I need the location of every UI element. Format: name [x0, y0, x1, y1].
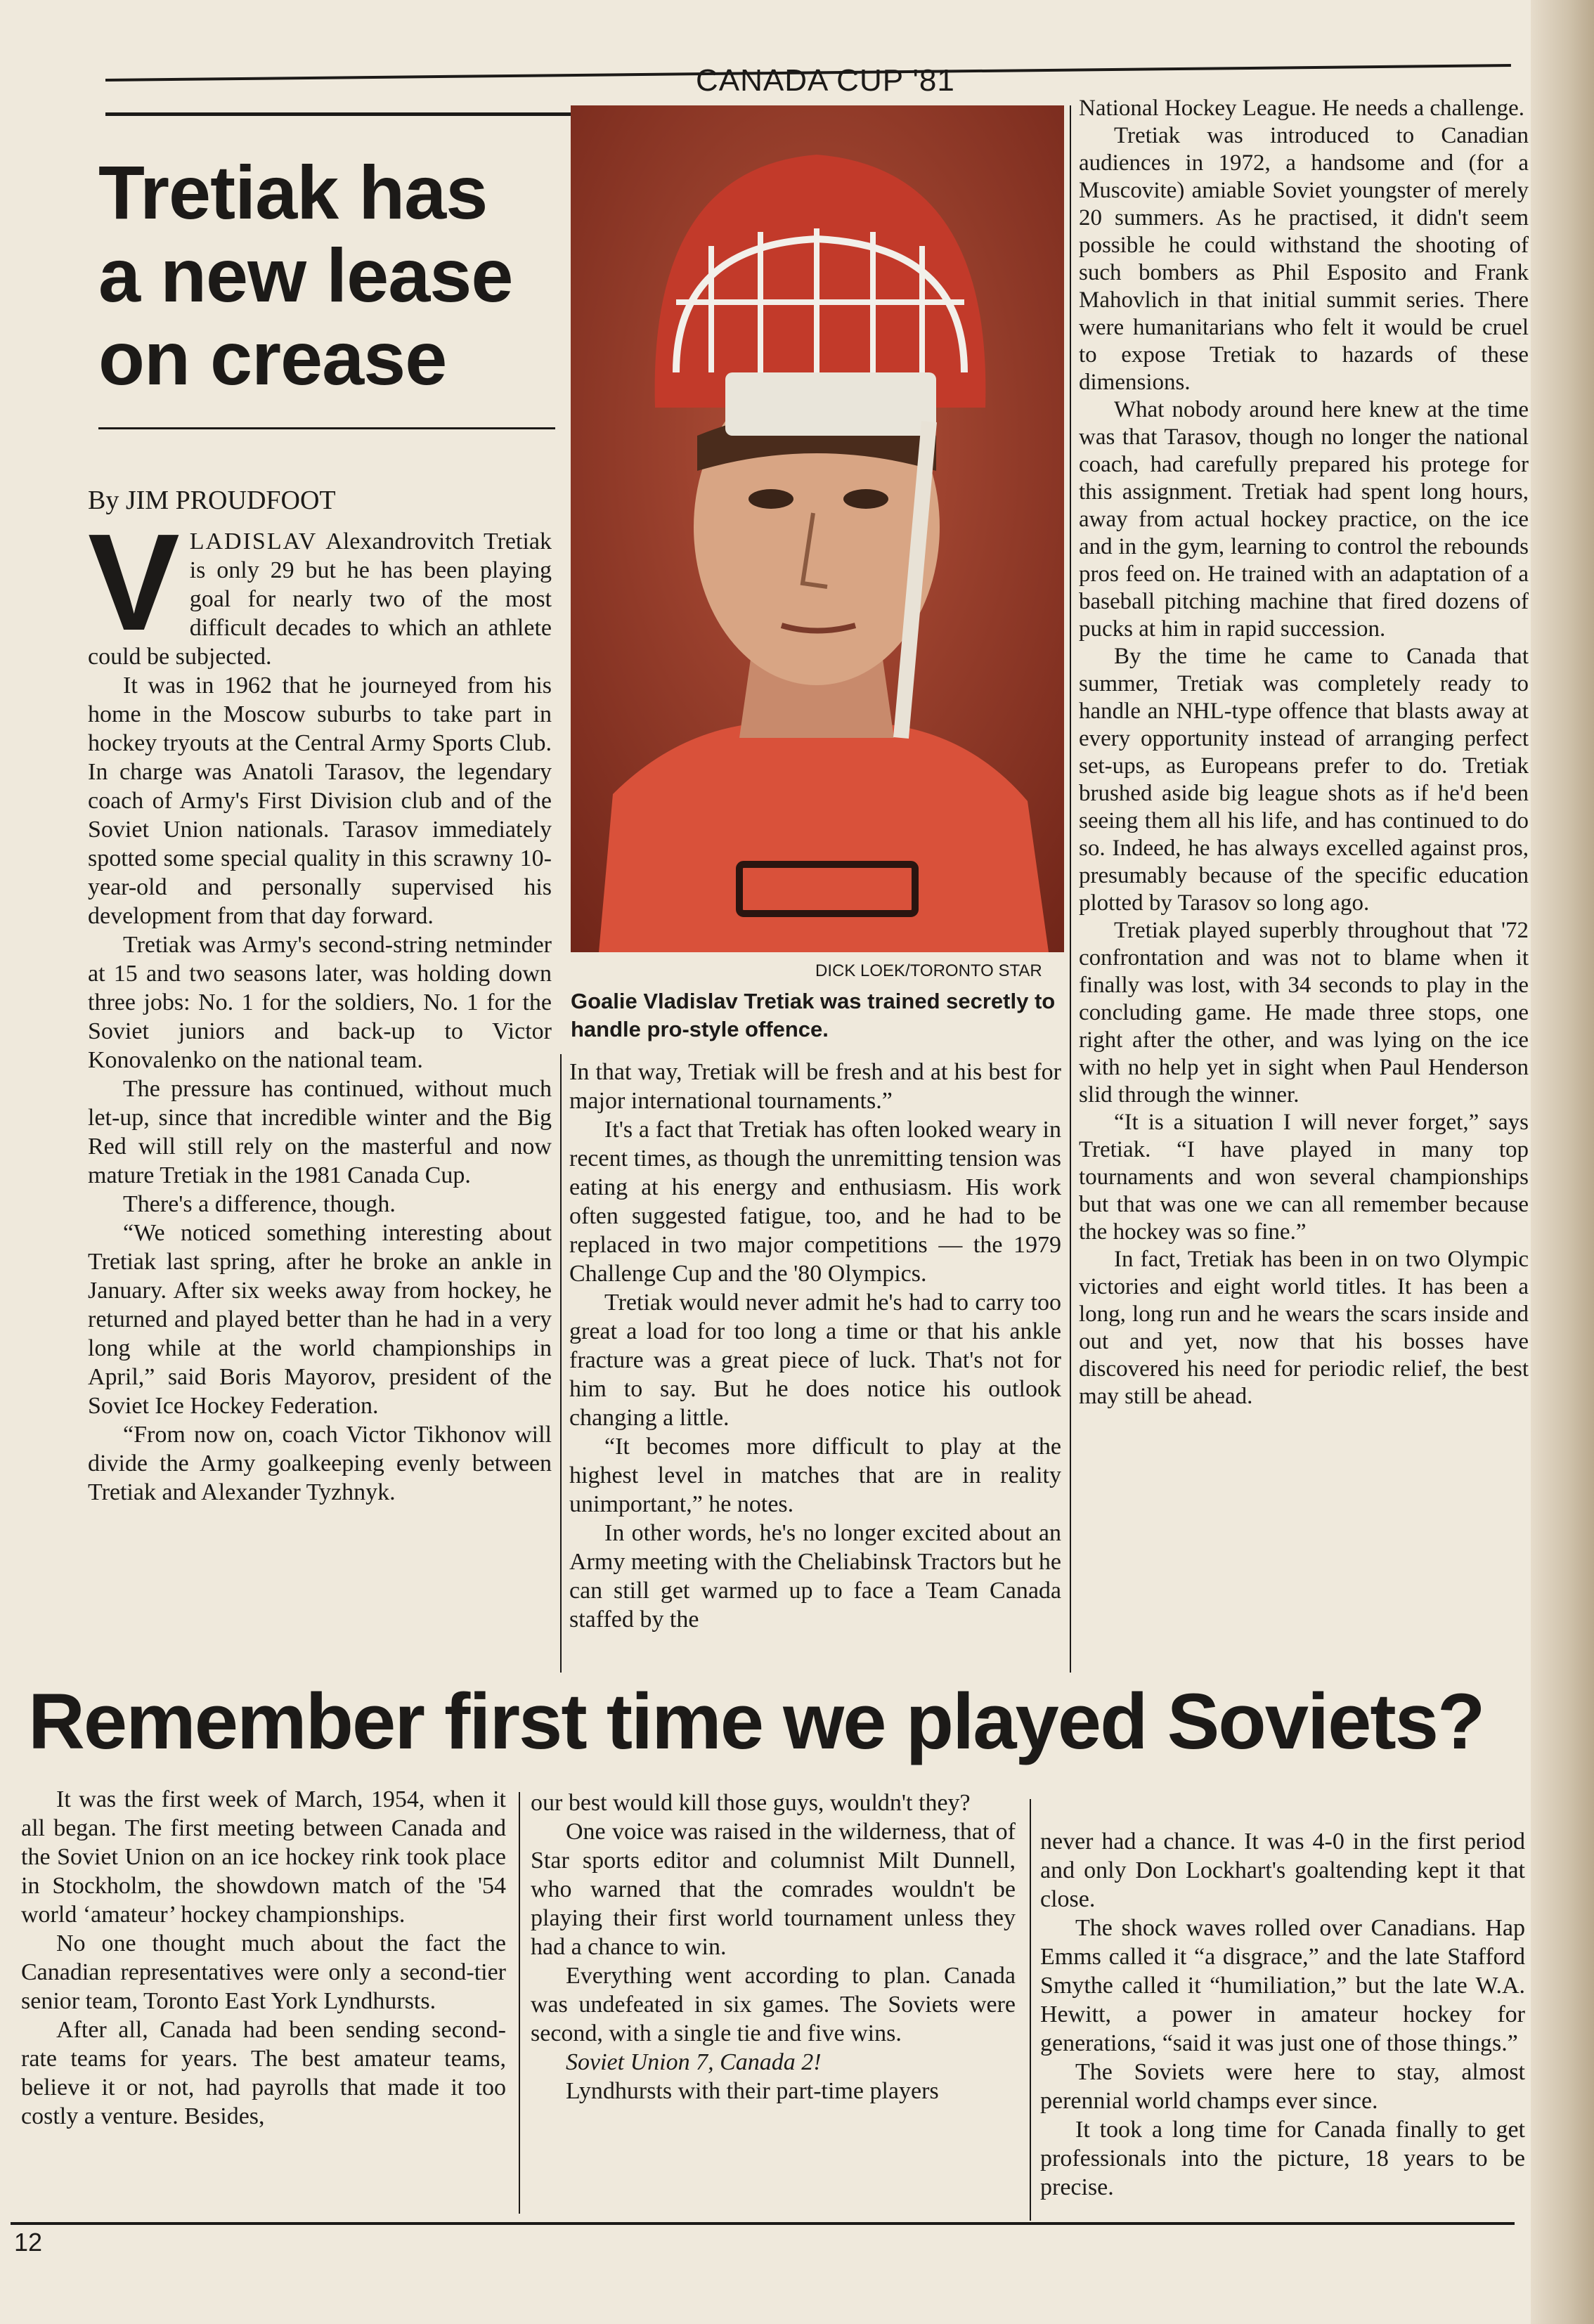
second-article-column-1: [21, 1785, 506, 2131]
paragraph: never had a chance. It was 4-0 in the first period and only Don Lockhart's goaltending kept it that close.: [1040, 1829, 1525, 1912]
column-rule: [519, 1792, 520, 2214]
paragraph: It took a long time for Canada finally to get professionals into the picture, 18 years to be precise.: [1040, 2117, 1525, 2200]
paragraph: Everything went according to plan. Canada was undefeated in six games. The Soviets were second, with a single tie and five wins.: [531, 1963, 1016, 2046]
paragraph: In other words, he's no longer excited about an Army meeting with the Cheliabinsk Tractors but he can still get warmed up to face a Team Canada staffed by the: [569, 1520, 1061, 1632]
paragraph: What nobody around here knew at the time was that Tarasov, though no longer the national coach, had carefully prepared his protege for this assignment. Tretiak had spent long hours, away from actual hockey practice, on the ice and in the gym, learning to control the rebounds pros feed on. He trained with an adaptation of a baseball pitching machine that fired dozens of pucks at him in rapid succession.: [1079, 397, 1529, 642]
paragraph: Tretiak was Army's second-string netminder at 15 and two seasons later, was holding down three jobs: No. 1 for the soldiers, No. 1 for the Soviet juniors and back-up to Victor Konovalenko on the national team.: [88, 932, 552, 1073]
paragraph: By the time he came to Canada that summer, Tretiak was completely ready to handle an NHL-type offence that blasts away at every opportunity instead of arranging perfect set-ups, as Europeans prefer to do. Tretiak brushed aside big league shots as if he'd been seeing them all his life, and has continued to do so. Indeed, he has always excelled against pros, presumably because of the specific education plotted by Tarasov so long ago.: [1079, 644, 1529, 916]
page-edge: [1531, 0, 1594, 2324]
score-line: Soviet Union 7, Canada 2!: [566, 2049, 822, 2075]
article-headline: Tretiak has a new lease on crease: [98, 150, 513, 401]
paragraph: Tretiak was introduced to Canadian audiences in 1972, a handsome and (for a Muscovite) amiable Soviet youngster of merely 20 summers. As he practised, it didn't seem possible he could withstand the shooting of such bombers as Phil Esposito and Frank Mahovlich in that initial summit series. There were humanitarians who felt it would be cruel to expose Tretiak to hazards of these dimensions.: [1079, 123, 1529, 395]
paragraph: Lyndhursts with their part-time players: [566, 2078, 939, 2104]
paragraph: In fact, Tretiak has been in on two Olympic victories and eight world titles. It has been a long, long run and he wears the scars inside and out and yet, now that his bosses have discovered his need for periodic relief, the best may still be ahead.: [1079, 1247, 1529, 1409]
headline-rule: [98, 427, 555, 429]
column-rule: [1030, 1799, 1031, 2221]
second-article-column-2: [531, 1789, 1016, 2105]
drop-cap: V: [88, 505, 180, 659]
article-column-1: [88, 505, 552, 1507]
paragraph: The Soviets were here to stay, almost perennial world champs ever since.: [1040, 2059, 1525, 2114]
paragraph: The pressure has continued, without much let-up, since that incredible winter and the Big Red will still rely on the masterful and now mature Tretiak in the 1981 Canada Cup.: [88, 1076, 552, 1188]
lead-text: Alexandrovitch Tretiak is only 29 but he has been playing goal for nearly two of the most difficult decades to which an athlete could be subjected.: [88, 528, 552, 670]
article-column-2: [569, 1058, 1061, 1634]
paragraph: “We noticed something interesting about Tretiak last spring, after he broke an ankle in January. After six weeks away from hockey, he returned and played better than he had in a very long while at the world championships in April,” said Boris Mayorov, president of the Soviet Ice Hockey Federation.: [88, 1220, 552, 1419]
paragraph: After all, Canada had been sending second-rate teams for years. The best amateur teams, believe it or not, had payrolls that made it too costly a venture. Besides,: [21, 2017, 506, 2129]
photo-credit: DICK LOEK/TORONTO STAR: [815, 961, 1042, 980]
paragraph: No one thought much about the fact the Canadian representatives were only a second-tier senior team, Toronto East York Lyndhursts.: [21, 1930, 506, 2014]
paragraph: One voice was raised in the wilderness, that of Star sports editor and columnist Milt Dunnell, who warned that the comrades wouldn't be playing their first world tournament unless they had a chance to win.: [531, 1819, 1016, 1960]
bottom-rule: [11, 2222, 1515, 2225]
lead-caps: LADISLAV: [189, 528, 318, 554]
paragraph: There's a difference, though.: [123, 1191, 396, 1217]
column-rule: [1070, 105, 1071, 1673]
section-label: CANADA CUP '81: [696, 63, 955, 98]
second-article-headline: Remember first time we played Soviets?: [28, 1677, 1484, 1765]
paragraph: “It becomes more difficult to play at the highest level in matches that are in reality unimportant,” he notes.: [569, 1434, 1061, 1517]
paragraph: It was in 1962 that he journeyed from his home in the Moscow suburbs to take part in hockey tryouts at the Central Army Sports Club. In charge was Anatoli Tarasov, the legendary coach of Army's First Division club and of the Soviet Union nationals. Tarasov immediately spotted some special quality in this scrawny 10-year-old and personally supervised his development from that day forward.: [88, 673, 552, 929]
lead-paragraph: [88, 505, 552, 671]
photo-caption: Goalie Vladislav Tretiak was trained secretly to handle pro-style offence.: [571, 989, 1056, 1041]
paragraph: It's a fact that Tretiak has often looked weary in recent times, as though the unremitting tension was eating at his energy and enthusiasm. His work often suggested fatigue, too, and he had to be replaced in two major competitions — the 1979 Challenge Cup and the '80 Olympics.: [569, 1117, 1061, 1287]
byline: By JIM PROUDFOOT: [88, 486, 336, 515]
paragraph: National Hockey League. He needs a challenge.: [1079, 96, 1525, 121]
column-rule: [560, 1054, 562, 1673]
paragraph: “From now on, coach Victor Tikhonov will divide the Army goalkeeping evenly between Tretiak and Alexander Tyzhnyk.: [88, 1422, 552, 1505]
article-column-3: [1079, 95, 1529, 1410]
paragraph: The shock waves rolled over Canadians. Hap Emms called it “a disgrace,” and the late Stafford Smythe called it “humiliation,” but the late W.A. Hewitt, a power in amateur hockey for generations, “said it was just one of those things.”: [1040, 1915, 1525, 2056]
paragraph: Tretiak would never admit he's had to carry too great a load for too long a time or that his ankle fracture was a great piece of luck. That's not for him to say. But he does notice his outlook changing a little.: [569, 1290, 1061, 1431]
paragraph: It was the first week of March, 1954, when it all began. The first meeting between Canada and the Soviet Union on an ice hockey rink took place in Stockholm, the showdown match of the '54 world ‘amateur’ hockey championships.: [21, 1786, 506, 1928]
page-number: 12: [14, 2228, 43, 2257]
paragraph: “It is a situation I will never forget,” says Tretiak. “I have played in many top tournaments and won several championships but that was one we can all remember because the hockey was so fine.”: [1079, 1110, 1529, 1245]
paragraph: In that way, Tretiak will be fresh and at his best for major international tournaments.”: [569, 1059, 1061, 1114]
goalie-illustration: [571, 105, 1064, 952]
second-article-column-3: [1040, 1827, 1525, 2202]
paragraph: our best would kill those guys, wouldn't they?: [531, 1790, 971, 1816]
paragraph: Tretiak played superbly throughout that '72 confrontation and was not to blame when it finally was lost, with 34 seconds to play in the concluding game. He made three stops, one right after the other, and was lying on the ice with no help yet in sight when Paul Henderson slid through the winner.: [1079, 918, 1529, 1108]
goalie-photo: [571, 105, 1064, 952]
